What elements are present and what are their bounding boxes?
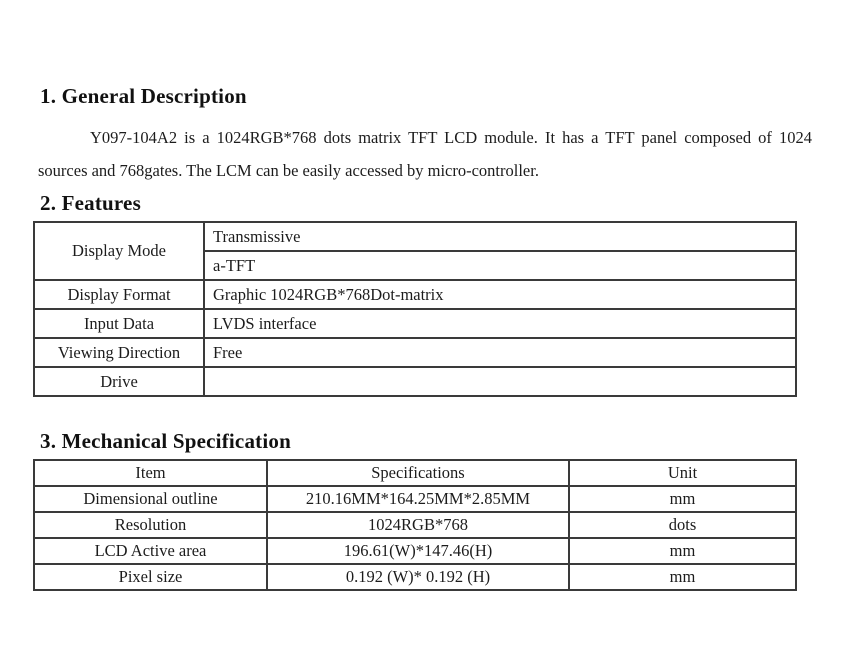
column-header-item: Item xyxy=(34,460,267,486)
table-row xyxy=(34,367,796,396)
general-description-heading: 1. General Description xyxy=(40,84,247,108)
feature-label-drive: Drive xyxy=(34,367,204,396)
feature-label-input-data: Input Data xyxy=(34,309,204,338)
table-header-row xyxy=(34,460,796,486)
mech-spec-dimensional-outline: 210.16MM*164.25MM*2.85MM xyxy=(267,486,569,512)
table-row xyxy=(34,486,796,512)
table-row xyxy=(34,564,796,590)
mech-unit-pixel-size: mm xyxy=(569,564,796,590)
feature-label-viewing-direction: Viewing Direction xyxy=(34,338,204,367)
mech-spec-resolution: 1024RGB*768 xyxy=(267,512,569,538)
feature-value-viewing-direction: Free xyxy=(204,338,796,367)
feature-value-display-format: Graphic 1024RGB*768Dot-matrix xyxy=(204,280,796,309)
mech-item-pixel-size: Pixel size xyxy=(34,564,267,590)
mechanical-specification-heading: 3. Mechanical Specification xyxy=(40,429,291,453)
features-heading: 2. Features xyxy=(40,191,141,215)
table-row xyxy=(34,538,796,564)
table-row xyxy=(34,280,796,309)
paragraph-line-2: sources and 768gates. The LCM can be easily accessed by micro-controller. xyxy=(38,161,539,180)
table-row xyxy=(34,338,796,367)
mech-spec-lcd-active-area: 196.61(W)*147.46(H) xyxy=(267,538,569,564)
mech-spec-pixel-size: 0.192 (W)* 0.192 (H) xyxy=(267,564,569,590)
mech-unit-lcd-active-area: mm xyxy=(569,538,796,564)
feature-label-display-format: Display Format xyxy=(34,280,204,309)
table-row xyxy=(34,222,796,251)
feature-value-drive xyxy=(204,367,796,396)
feature-value-a-tft: a-TFT xyxy=(204,251,796,280)
mech-unit-resolution: dots xyxy=(569,512,796,538)
column-header-unit: Unit xyxy=(569,460,796,486)
paragraph-line-1: Y097-104A2 is a 1024RGB*768 dots matrix TFT LCD module. It has a TFT panel composed of 1024 xyxy=(90,128,812,147)
mech-unit-dimensional-outline: mm xyxy=(569,486,796,512)
mech-item-lcd-active-area: LCD Active area xyxy=(34,538,267,564)
column-header-specifications: Specifications xyxy=(267,460,569,486)
feature-value-input-data: LVDS interface xyxy=(204,309,796,338)
features-table xyxy=(33,221,797,397)
feature-value-transmissive: Transmissive xyxy=(204,222,796,251)
feature-label-display-mode: Display Mode xyxy=(34,222,204,280)
general-description-paragraph xyxy=(38,121,812,187)
table-row xyxy=(34,512,796,538)
mech-item-dimensional-outline: Dimensional outline xyxy=(34,486,267,512)
mechanical-specification-table xyxy=(33,459,797,591)
table-row xyxy=(34,309,796,338)
mech-item-resolution: Resolution xyxy=(34,512,267,538)
